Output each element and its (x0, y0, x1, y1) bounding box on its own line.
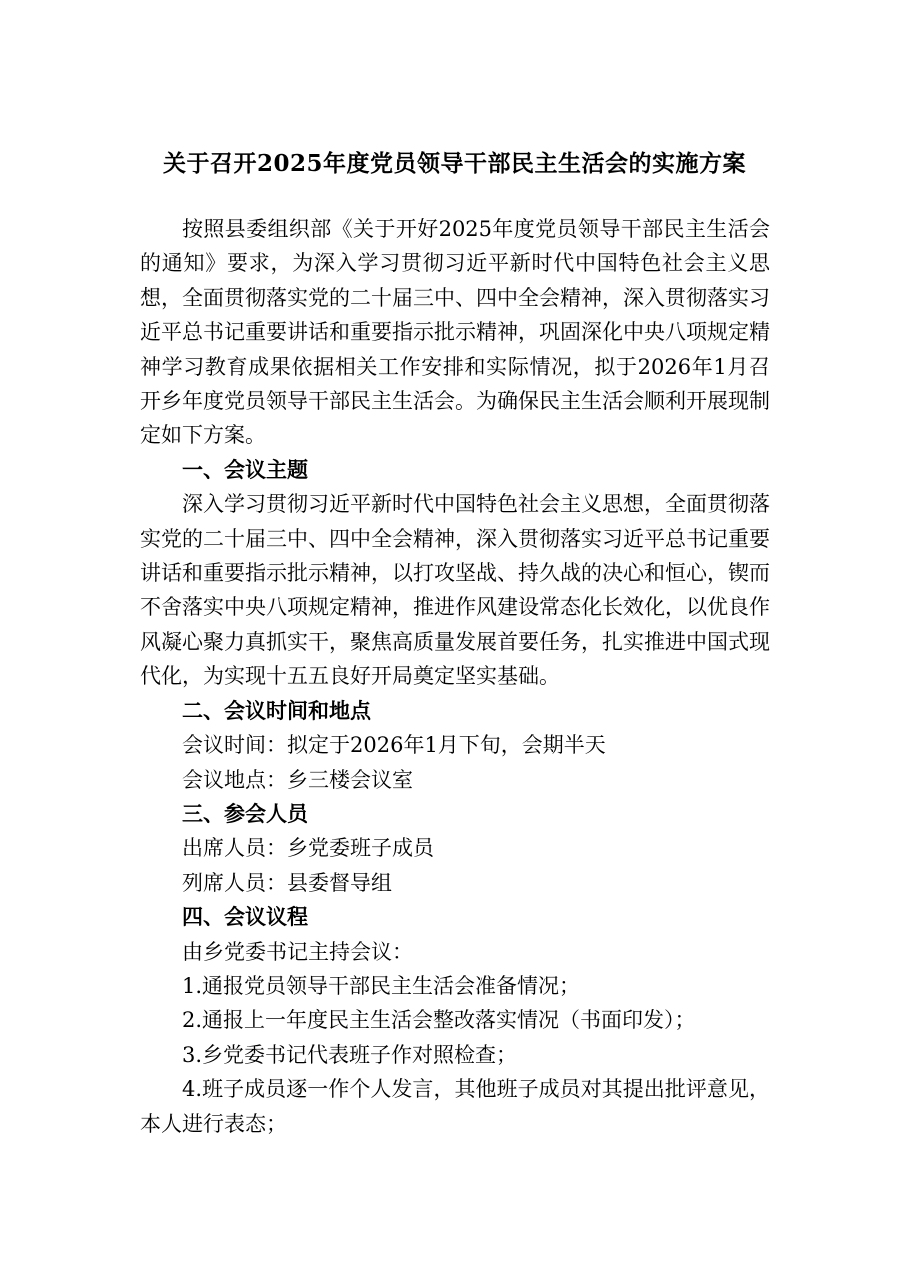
agenda-item: 1.通报党员领导干部民主生活会准备情况； (182, 973, 581, 998)
section-heading-attendees: 三、参会人员 (182, 800, 308, 826)
document-title: 关于召开2025年度党员领导干部民主生活会的实施方案 (162, 150, 746, 177)
meeting-place: 会议地点：乡三楼会议室 (182, 767, 413, 792)
section-heading-theme: 一、会议主题 (182, 456, 308, 482)
theme-paragraph: 深入学习贯彻习近平新时代中国特色社会主义思想，全面贯彻落实党的二十届三中、四中全会精神，深入贯彻落实习近平总书记重要讲话和重要指示批示精神，以打攻坚战、持久战的决心和恒心，锲而不舍落实中央八项规定精神，推进作风建设常态化长效化，以优良作风凝心聚力真抓实干，聚焦高质量发展首要任务，扎实推进中国式现代化，为实现十五五良好开局奠定坚实基础。 (140, 492, 770, 689)
section-heading-time-place: 二、会议时间和地点 (182, 697, 371, 723)
section-heading-agenda: 四、会议议程 (182, 904, 308, 930)
attendees-line: 出席人员：乡党委班子成员 (182, 836, 434, 861)
agenda-item: 4.班子成员逐一作个人发言，其他班子成员对其提出批评意见，本人进行表态； (140, 1077, 770, 1136)
document-body (140, 212, 770, 1141)
meeting-time: 会议时间：拟定于2026年1月下旬，会期半天 (182, 733, 606, 758)
agenda-host-line: 由乡党委书记主持会议： (182, 939, 413, 964)
agenda-item: 3.乡党委书记代表班子作对照检查； (182, 1042, 518, 1067)
intro-paragraph: 按照县委组织部《关于开好2025年度党员领导干部民主生活会的通知》要求，为深入学习贯彻习近平新时代中国特色社会主义思想，全面贯彻落实党的二十届三中、四中全会精神，深入贯彻落实习近平总书记重要讲话和重要指示批示精神，巩固深化中央八项规定精神学习教育成果依据相关工作安排和实际情况，拟于2026年1月召开乡年度党员领导干部民主生活会。为确保民主生活会顺利开展现制定如下方案。 (140, 217, 770, 448)
agenda-item: 2.通报上一年度民主生活会整改落实情况（书面印发）； (182, 1008, 696, 1033)
observers-line: 列席人员：县委督导组 (182, 870, 392, 895)
